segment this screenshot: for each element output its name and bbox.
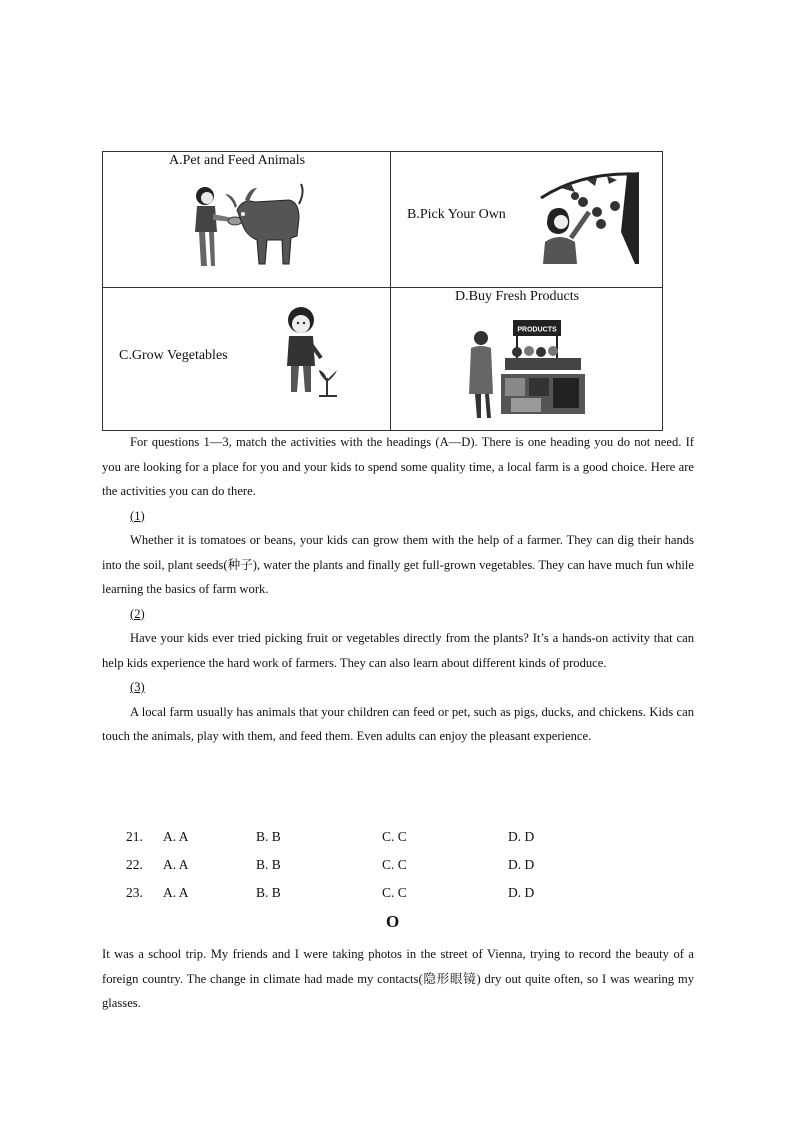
intro-paragraph: For questions 1—3, match the activities with the headings (A—D). There is one heading you do not need. If you are looking for a place for you and your kids to spend some quality time, a local farm is a good choice. Here are the activities you can do there. bbox=[102, 435, 694, 498]
option-a[interactable]: A. A bbox=[163, 885, 189, 900]
option-d[interactable]: D. D bbox=[508, 885, 535, 900]
heading-c: C.Grow Vegetables bbox=[119, 348, 228, 363]
heading-d: D.Buy Fresh Products bbox=[455, 289, 580, 304]
blank-2-label: (2) bbox=[130, 606, 145, 621]
farm-stand-vendor-illustration bbox=[461, 318, 586, 422]
option-d[interactable]: D. D bbox=[508, 857, 535, 872]
section-title: O bbox=[386, 912, 400, 931]
products-sign-text: PRODUCTS bbox=[517, 326, 557, 334]
option-c[interactable]: C. C bbox=[382, 829, 407, 844]
option-c[interactable]: C. C bbox=[382, 857, 407, 872]
option-b[interactable]: B. B bbox=[256, 857, 281, 872]
question-number: 22. bbox=[126, 857, 143, 872]
paragraph-2: Have your kids ever tried picking fruit or vegetables directly from the plants? It’s a hands-on activity that can help kids experience the hard work of farmers. They can also learn about different kinds of produce. bbox=[102, 631, 694, 670]
girl-feeding-cow-illustration bbox=[185, 180, 305, 276]
cell-pick-your-own bbox=[391, 152, 662, 288]
option-b[interactable]: B. B bbox=[256, 885, 281, 900]
story-passage bbox=[102, 942, 694, 1016]
option-d[interactable]: D. D bbox=[508, 829, 535, 844]
question-number: 23. bbox=[126, 885, 143, 900]
reading-passage bbox=[102, 430, 694, 749]
blank-1-label: (1) bbox=[130, 508, 145, 523]
blank-2 bbox=[102, 602, 694, 627]
option-a[interactable]: A. A bbox=[163, 857, 189, 872]
heading-a: A.Pet and Feed Animals bbox=[169, 153, 306, 168]
story-paragraph: It was a school trip. My friends and I were taking photos in the street of Vienna, trying to record the beauty of a foreign country. The change in climate had made my contacts(隐形眼镜) dry out quite often, so I was wearing my glasses. bbox=[102, 947, 694, 1010]
paragraph-1: Whether it is tomatoes or beans, your kids can grow them with the help of a farmer. They can dig their hands into the soil, plant seeds(种子), water the plants and finally get full-grown vegetables. They can have much fun while learning the basics of farm work. bbox=[102, 533, 694, 596]
blank-3-label: (3) bbox=[130, 680, 145, 694]
activities-table bbox=[102, 151, 663, 431]
boy-with-sprout-illustration bbox=[279, 304, 339, 400]
option-b[interactable]: B. B bbox=[256, 829, 281, 844]
blank-3 bbox=[102, 675, 694, 700]
cell-pet-feed-animals bbox=[103, 152, 391, 288]
question-number: 21. bbox=[126, 829, 143, 844]
option-c[interactable]: C. C bbox=[382, 885, 407, 900]
option-a[interactable]: A. A bbox=[163, 829, 189, 844]
paragraph-3: A local farm usually has animals that your children can feed or pet, such as pigs, ducks, and chickens. Kids can touch the animals, play with them, and feed them. Even adults can enjoy the pleasant experience. bbox=[102, 704, 694, 743]
cell-buy-fresh-products bbox=[391, 288, 662, 430]
cell-grow-vegetables bbox=[103, 288, 391, 430]
blank-1 bbox=[102, 504, 694, 529]
heading-b: B.Pick Your Own bbox=[407, 207, 506, 222]
person-picking-fruit-illustration bbox=[531, 172, 639, 264]
